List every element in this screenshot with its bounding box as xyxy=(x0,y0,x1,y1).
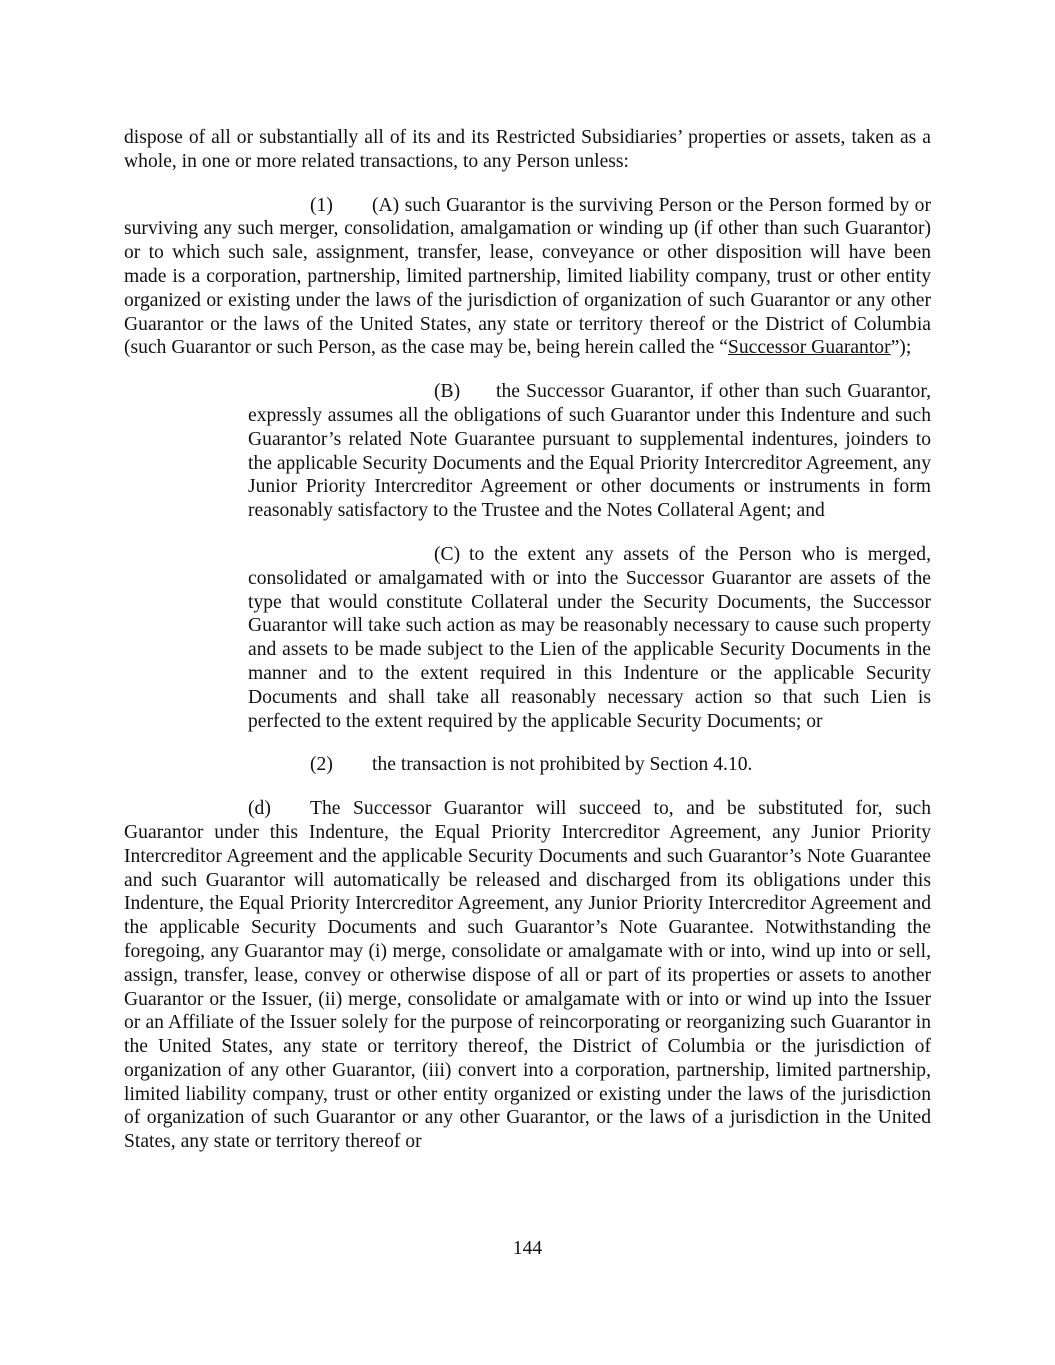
clause-b-text: the Successor Guarantor, if other than such Guarantor, expressly assumes all the obligations of such Guarantor under this Indenture and such Guarantor’s related Note Guarantee pursuant to supplemental indentures, joinders to the applicable Security Documents and the Equal Priority Intercreditor Agreement, any Junior Priority Intercreditor Agreement or other documents or instruments in form reasonably satisfactory to the Trustee and the Notes Collateral Agent; and xyxy=(248,381,931,522)
clause-c-paragraph xyxy=(248,543,931,733)
defined-term-successor-guarantor: Successor Guarantor xyxy=(727,337,891,359)
clause-d-paragraph xyxy=(124,797,931,1154)
clause-2-paragraph xyxy=(124,753,931,777)
clause-c-marker: (C) xyxy=(434,543,461,565)
intro-paragraph: dispose of all or substantially all of its and its Restricted Subsidiaries’ properties or assets, taken as a whole, in one or more related transactions, to any Person unless: xyxy=(124,127,931,172)
clause-1a-text: (A) such Guarantor is the surviving Person or the Person formed by or surviving any such merger, consolidation, amalgamation or winding up (if other than such Guarantor) or to which such sale, assignment, transfer, lease, conveyance or other disposition will have been made is a corporation, partnership, limited partnership, limited liability company, trust or other entity organized or existing under the laws of the jurisdiction of organization of such Guarantor or any other Guarantor or the laws of the United States, any state or territory thereof or the District of Columbia (such Guarantor or such Person, as the case may be, being herein called the “ xyxy=(124,194,931,359)
clause-1-paragraph xyxy=(124,194,931,361)
document-body xyxy=(124,126,931,1154)
page-number: 144 xyxy=(512,1238,543,1259)
clause-1a-closing: ”); xyxy=(890,337,912,359)
clause-2-text: the transaction is not prohibited by Section 4.10. xyxy=(372,754,753,776)
clause-b-paragraph xyxy=(248,380,931,523)
clause-1-marker: (1) xyxy=(310,194,333,216)
clause-c-text: to the extent any assets of the Person who is merged, consolidated or amalgamated with or into the Successor Guarantor are assets of the type that would constitute Collateral under the Security Documents, the Successor Guarantor will take such action as may be reasonably necessary to cause such property and assets to be made subject to the Lien of the applicable Security Documents in the manner and to the extent required in this Indenture or the applicable Security Documents and shall take all reasonably necessary action so that such Lien is perfected to the extent required by the applicable Security Documents; or xyxy=(248,543,931,732)
clause-d-marker: (d) xyxy=(248,798,271,820)
clause-d-text: The Successor Guarantor will succeed to, and be substituted for, such Guarantor under this Indenture, the Equal Priority Intercreditor Agreement, any Junior Priority Intercreditor Agreement and the applicable Security Documents and such Guarantor’s Note Guarantee and such Guarantor will automatically be released and discharged from its obligations under this Indenture, the Equal Priority Intercreditor Agreement, any Junior Priority Intercreditor Agreement and the applicable Security Documents and such Guarantor’s Note Guarantee. Notwithstanding the foregoing, any Guarantor may (i) merge, consolidate or amalgamate with or into, wind up into or sell, assign, transfer, lease, convey or otherwise dispose of all or part of its properties or assets to another Guarantor or the Issuer, (ii) merge, consolidate or amalgamate with or into or wind up into the Issuer or an Affiliate of the Issuer solely for the purpose of reincorporating or reorganizing such Guarantor in the United States, any state or territory thereof, the District of Columbia or the jurisdiction of organization of any other Guarantor, (iii) convert into a corporation, partnership, limited partnership, limited liability company, trust or other entity organized or existing under the laws of the jurisdiction of organization of such Guarantor or any other Guarantor, or the laws of a jurisdiction in the United States, any state or territory thereof or xyxy=(124,798,931,1153)
clause-b-marker: (B) xyxy=(434,381,461,403)
clause-2-marker: (2) xyxy=(310,754,333,776)
